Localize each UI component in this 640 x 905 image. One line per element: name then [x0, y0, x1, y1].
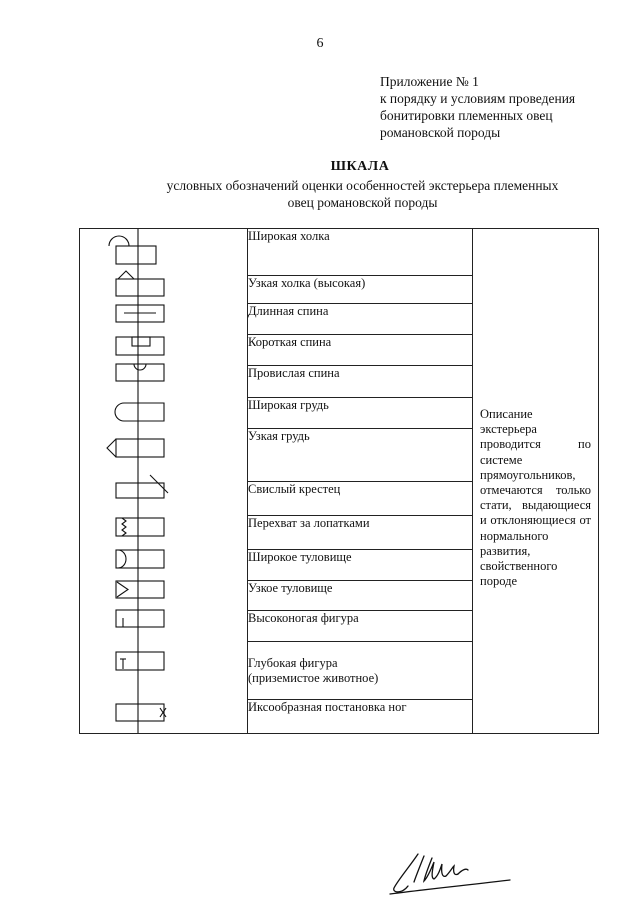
document-title: ШКАЛА: [330, 159, 390, 174]
row-label: Узкая холка (высокая): [248, 276, 473, 304]
symbols-column: [80, 229, 248, 734]
drooping-rump-symbol: [116, 475, 168, 498]
row-label: Провислая спина: [248, 365, 473, 397]
wide-chest-symbol: [115, 403, 164, 421]
page-number: 6: [316, 36, 324, 51]
row-label: Свислый крестец: [248, 482, 473, 516]
appendix-line: к порядку и условиям проведения: [380, 91, 576, 106]
deep-body-symbol: [116, 652, 164, 670]
row-label: Иксообразная постановка ног: [248, 700, 473, 734]
subtitle-line: условных обозначений оценки особенностей экстерьера племенных: [166, 178, 559, 193]
wide-withers-symbol: [109, 236, 156, 264]
row-label-line: Глубокая фигура: [248, 655, 338, 670]
row-label: Короткая спина: [248, 335, 473, 366]
row-label: Широкое туловище: [248, 549, 473, 580]
appendix-header: [380, 73, 575, 141]
description-note: Описание экстерьера проводится по системе прямоугольников, отмечаются только стати, выдающиеся и отклоняющиеся от нормального развития, свойственного породе: [480, 407, 591, 589]
narrow-withers-symbol: [116, 271, 164, 296]
appendix-title: Приложение № 1: [380, 74, 479, 89]
row-label: Узкая грудь: [248, 429, 473, 482]
sagging-back-symbol: [116, 364, 164, 381]
short-back-symbol: [116, 337, 164, 355]
exterior-scale-table: [79, 228, 599, 734]
subtitle-line: овец романовской породы: [287, 195, 438, 210]
appendix-line: бонитировки племенных овец: [380, 108, 553, 123]
row-label: Широкая холка: [248, 229, 473, 276]
long-legged-symbol: [116, 610, 164, 627]
row-label: Высоконогая фигура: [248, 611, 473, 642]
symbols-drawing: [80, 229, 247, 733]
row-label: Перехват за лопатками: [248, 516, 473, 550]
notes-column: [473, 229, 599, 734]
narrow-body-symbol: [116, 581, 164, 598]
row-label: Длинная спина: [248, 303, 473, 335]
row-label: Широкая грудь: [248, 397, 473, 429]
appendix-line: романовской породы: [380, 125, 501, 140]
x-legs-symbol: [116, 704, 166, 721]
row-label: [248, 641, 473, 699]
long-back-symbol: [116, 305, 164, 322]
pinch-behind-shoulders-symbol: [116, 518, 164, 536]
row-label-line: (приземистое животное): [248, 670, 379, 685]
document-subtitle: [0, 177, 640, 211]
wide-body-symbol: [116, 550, 164, 568]
row-label: Узкое туловище: [248, 580, 473, 611]
narrow-chest-symbol: [107, 439, 164, 457]
signature: [380, 848, 520, 900]
